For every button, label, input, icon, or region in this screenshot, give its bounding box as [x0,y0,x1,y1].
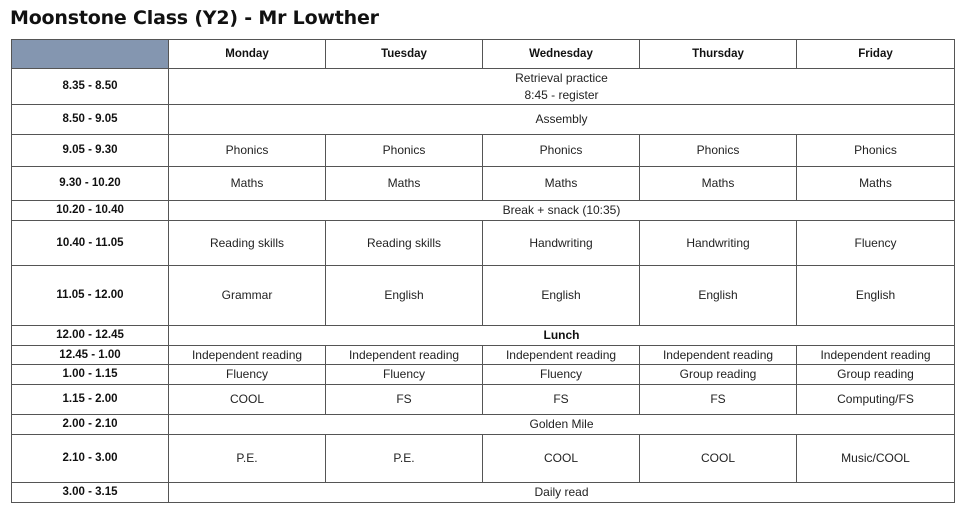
lesson-cell: Reading skills [169,221,326,266]
table-row [12,167,955,201]
lesson-cell: Maths [169,167,326,201]
lesson-cell: Independent reading [169,346,326,365]
table-row [12,435,955,483]
table-row [12,415,955,435]
timetable [11,39,955,503]
time-slot: 2.10 - 3.00 [12,435,169,483]
table-row [12,326,955,346]
table-row [12,105,955,135]
lesson-cell: Maths [483,167,640,201]
time-slot: 2.00 - 2.10 [12,415,169,435]
lesson-cell: Maths [797,167,955,201]
header-row [12,40,955,69]
time-slot: 9.30 - 10.20 [12,167,169,201]
lesson-cell: Phonics [640,135,797,167]
lesson-cell: Fluency [326,365,483,385]
time-slot: 12.00 - 12.45 [12,326,169,346]
table-row [12,221,955,266]
lesson-cell: English [640,266,797,326]
table-row [12,201,955,221]
lesson-cell: Music/COOL [797,435,955,483]
lesson-cell: Grammar [169,266,326,326]
day-header-friday: Friday [797,40,955,69]
lesson-cell: Phonics [169,135,326,167]
page-title: Moonstone Class (Y2) - Mr Lowther [10,7,379,29]
day-header-thursday: Thursday [640,40,797,69]
lesson-cell: Fluency [483,365,640,385]
time-slot: 8.35 - 8.50 [12,69,169,105]
day-header-monday: Monday [169,40,326,69]
time-slot: 12.45 - 1.00 [12,346,169,365]
day-header-tuesday: Tuesday [326,40,483,69]
lesson-cell: Phonics [326,135,483,167]
lesson-cell: FS [483,385,640,415]
whole-class-cell: Lunch [169,326,955,346]
lesson-cell: Independent reading [640,346,797,365]
lesson-cell: Group reading [797,365,955,385]
whole-class-cell: Golden Mile [169,415,955,435]
lesson-cell: English [483,266,640,326]
lesson-cell: COOL [169,385,326,415]
time-slot: 1.00 - 1.15 [12,365,169,385]
activity-note: 8:45 - register [524,87,599,102]
whole-class-cell [169,69,955,105]
lesson-cell: Handwriting [640,221,797,266]
lesson-cell: Group reading [640,365,797,385]
table-row [12,266,955,326]
lesson-cell: Fluency [169,365,326,385]
lesson-cell: Handwriting [483,221,640,266]
whole-class-cell: Break + snack (10:35) [169,201,955,221]
time-slot: 8.50 - 9.05 [12,105,169,135]
lesson-cell: English [797,266,955,326]
lesson-cell: Computing/FS [797,385,955,415]
lesson-cell: Maths [326,167,483,201]
lesson-cell: P.E. [326,435,483,483]
lesson-cell: Maths [640,167,797,201]
lesson-cell: P.E. [169,435,326,483]
table-row [12,365,955,385]
time-slot: 9.05 - 9.30 [12,135,169,167]
lesson-cell: FS [640,385,797,415]
lesson-cell: Fluency [797,221,955,266]
lesson-cell: COOL [640,435,797,483]
time-slot: 11.05 - 12.00 [12,266,169,326]
lesson-cell: Independent reading [483,346,640,365]
lesson-cell: Independent reading [326,346,483,365]
time-slot: 10.20 - 10.40 [12,201,169,221]
day-header-wednesday: Wednesday [483,40,640,69]
whole-class-cell: Daily read [169,483,955,503]
lesson-cell: Phonics [797,135,955,167]
table-row [12,385,955,415]
table-row [12,135,955,167]
activity-label: Retrieval practice [515,70,608,85]
time-slot: 10.40 - 11.05 [12,221,169,266]
whole-class-cell: Assembly [169,105,955,135]
lesson-cell: Independent reading [797,346,955,365]
lesson-cell: COOL [483,435,640,483]
lesson-cell: Phonics [483,135,640,167]
time-slot: 1.15 - 2.00 [12,385,169,415]
lesson-cell: English [326,266,483,326]
table-row [12,483,955,503]
lesson-cell: Reading skills [326,221,483,266]
table-row [12,69,955,105]
time-slot: 3.00 - 3.15 [12,483,169,503]
table-row [12,346,955,365]
lesson-cell: FS [326,385,483,415]
corner-cell [12,40,169,69]
